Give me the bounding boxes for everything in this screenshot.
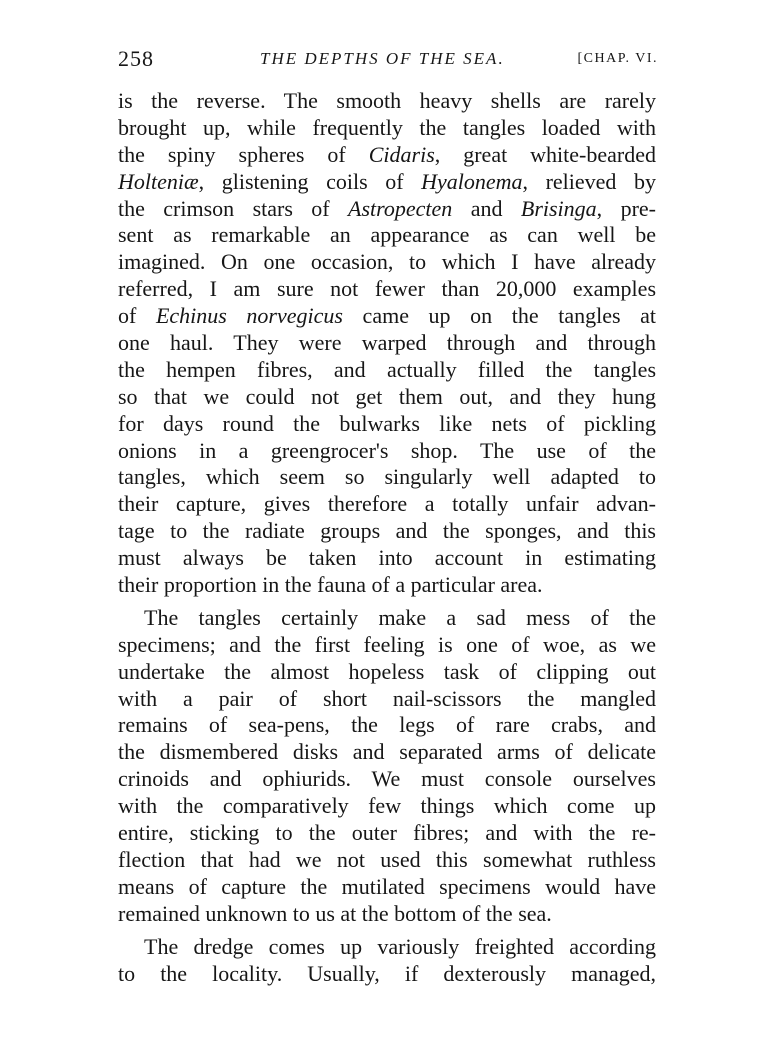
text-line: their proportion in the fauna of a particular area. [118,572,543,598]
paragraph-3 [118,934,656,988]
species-name: Echinus norvegicus [155,303,343,329]
text-line: brought up, while frequently the tangles loaded with [118,114,656,140]
text-line: is the reverse. The smooth heavy shells are rarely [118,88,656,113]
text-line: must always be taken into account in estimating [118,545,656,571]
text-line: entire, sticking to the outer fibres; and with the re- [118,820,656,846]
text-line: of Echinus norvegicus came up on the tangles at [118,303,657,329]
text-line: with a pair of short nail-scissors the mangled [118,685,656,711]
text-line: tage to the radiate groups and the sponges, and this [118,518,656,544]
species-name: Hyalonema [421,168,523,194]
text-line: The dredge comes up variously freighted according [144,933,656,959]
text-line: referred, I am sure not fewer than 20,000 examples [118,276,656,302]
species-name: Astropecten [348,195,453,221]
text-line: their capture, gives therefore a totally unfair advan- [118,491,656,517]
text-line: Holteniæ, glistening coils of Hyalonema, relieved by [118,168,656,194]
paragraph-2 [118,605,656,928]
text-line: sent as remarkable an appearance as can well be [118,222,656,248]
text-line: the spiny spheres of Cidaris, great white-bearded [118,141,656,167]
species-name: Cidaris [368,141,435,167]
species-name: Brisinga [520,195,597,221]
text-line: crinoids and ophiurids. We must console ourselves [118,766,656,792]
chapter-reference: [CHAP. VI. [577,51,658,66]
text-line: imagined. On one occasion, to which I have already [118,249,656,275]
text-line: undertake the almost hopeless task of clipping out [118,658,656,684]
text-line: with the comparatively few things which come up [118,793,656,819]
page-number: 258 [118,46,154,71]
paragraph-1 [118,88,656,599]
body-text [118,88,656,987]
text-line: the crimson stars of Astropecten and Brisinga, pre- [118,195,656,221]
text-line: onions in a greengrocer's shop. The use of the [118,437,656,463]
text-line: remains of sea-pens, the legs of rare crabs, and [118,712,656,738]
text-line: so that we could not get them out, and they hung [118,383,656,409]
text-line: the hempen fibres, and actually filled the tangles [118,356,656,382]
species-name: Holteniæ [118,168,199,194]
text-line: means of capture the mutilated specimens would have [118,873,656,899]
text-line: the dismembered disks and separated arms of delicate [118,739,656,765]
text-line: specimens; and the first feeling is one of woe, as we [118,631,656,657]
text-line: flection that had we not used this somewhat ruthless [118,846,656,872]
running-title: THE DEPTHS OF THE SEA. [260,49,505,68]
text-line: The tangles certainly make a sad mess of the [144,604,656,630]
text-line: to the locality. Usually, if dexterously managed, [118,960,656,986]
text-line: tangles, which seem so singularly well adapted to [118,464,656,490]
text-line: remained unknown to us at the bottom of the sea. [118,900,552,926]
text-line: one haul. They were warped through and through [118,330,656,356]
text-line: for days round the bulwarks like nets of pickling [118,410,656,436]
running-head [118,44,658,74]
